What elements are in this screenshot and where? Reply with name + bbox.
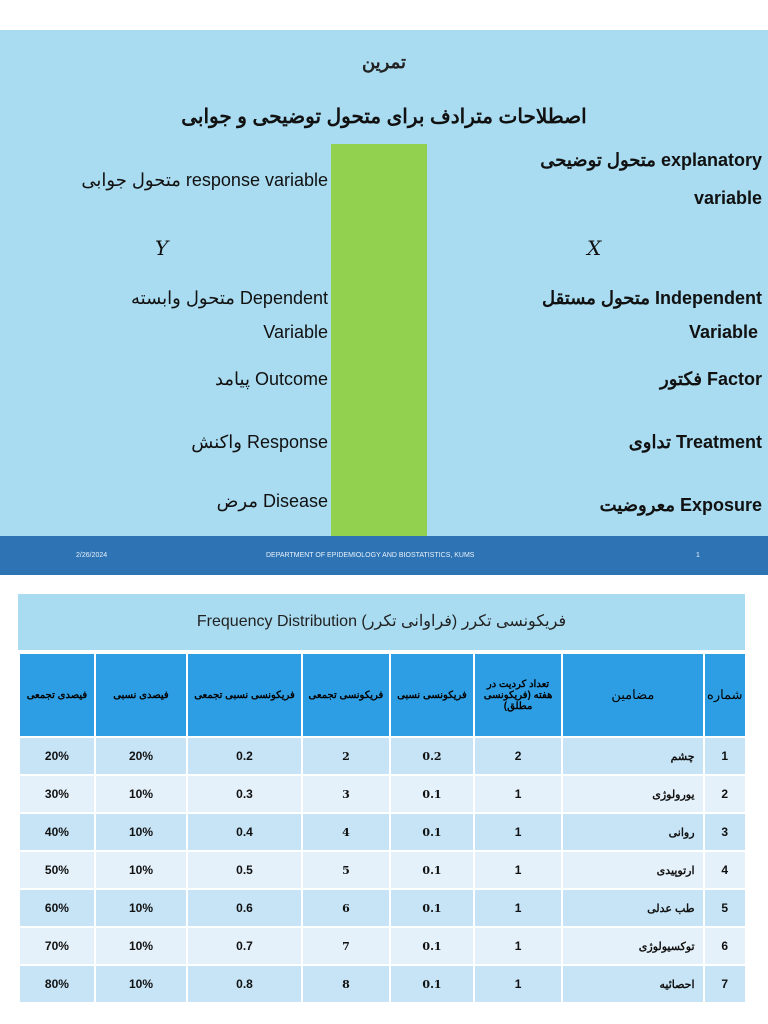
response-term: واکنش Response bbox=[191, 432, 328, 452]
independent-variable-term: متحول مستقل Independent bbox=[542, 288, 762, 308]
table-row bbox=[20, 814, 745, 850]
table-title: فریکونسی تکرر (فراوانی تکرر) Frequency Distribution bbox=[18, 594, 745, 650]
header-relative-frequency: فریکونسی نسبی bbox=[391, 654, 473, 736]
cell-subject: یورولوژی bbox=[563, 776, 702, 812]
factor-term: فکتور Factor bbox=[660, 369, 762, 389]
table-row bbox=[20, 852, 745, 888]
dependent-variable-term: متحول وابسته Dependent bbox=[131, 288, 328, 308]
cell-cumulative-relative-frequency: 0.8 bbox=[188, 966, 301, 1002]
cell-subject: ارتوپیدی bbox=[563, 852, 702, 888]
cell-relative-percent: 10% bbox=[96, 890, 186, 926]
slide-heading: اصطلاحات مترادف برای متحول توضیحی و جوابی bbox=[181, 106, 587, 128]
cell-cumulative-frequency: 6 bbox=[303, 890, 389, 926]
independent-variable-term-cont: Variable bbox=[688, 322, 758, 342]
table-header-row bbox=[20, 654, 745, 736]
explanatory-variable-term-cont: variable bbox=[693, 188, 762, 208]
cell-relative-percent: 20% bbox=[96, 738, 186, 774]
cell-absolute-frequency: 1 bbox=[475, 814, 561, 850]
footer-page-number: 1 bbox=[696, 552, 700, 559]
cell-subject: طب عدلی bbox=[563, 890, 702, 926]
cell-subject: روانی bbox=[563, 814, 702, 850]
footer-department: DEPARTMENT OF EPIDEMIOLOGY AND BIOSTATISTICS, KUMS bbox=[266, 552, 475, 559]
cell-cumulative-frequency: 7 bbox=[303, 928, 389, 964]
dependent-variable-term-cont: Variable bbox=[263, 322, 328, 342]
cell-cumulative-relative-frequency: 0.5 bbox=[188, 852, 301, 888]
cell-cumulative-frequency: 8 bbox=[303, 966, 389, 1002]
exposure-term: معروضیت Exposure bbox=[599, 495, 762, 515]
header-subjects: مضامین bbox=[563, 654, 702, 736]
frequency-table bbox=[18, 652, 747, 1004]
cell-relative-percent: 10% bbox=[96, 852, 186, 888]
cell-number: 4 bbox=[705, 852, 745, 888]
cell-relative-percent: 10% bbox=[96, 966, 186, 1002]
response-variable-term: متحول جوابی response variable bbox=[81, 170, 328, 190]
cell-relative-frequency: 0.1 bbox=[391, 966, 473, 1002]
slide-footer bbox=[0, 536, 768, 575]
cell-cumulative-percent: 80% bbox=[20, 966, 94, 1002]
cell-absolute-frequency: 1 bbox=[475, 928, 561, 964]
cell-number: 5 bbox=[705, 890, 745, 926]
y-symbol: Y bbox=[155, 236, 169, 260]
header-absolute-frequency: تعداد کردیت در هفته (فریکونسی مطلق) bbox=[475, 654, 561, 736]
table-row bbox=[20, 738, 745, 774]
header-cumulative-percent: فیصدی تجمعی bbox=[20, 654, 94, 736]
cell-cumulative-percent: 60% bbox=[20, 890, 94, 926]
treatment-term: تداوی Treatment bbox=[628, 432, 762, 452]
cell-relative-frequency: 0.1 bbox=[391, 852, 473, 888]
cell-cumulative-relative-frequency: 0.2 bbox=[188, 738, 301, 774]
cell-cumulative-percent: 70% bbox=[20, 928, 94, 964]
cell-relative-frequency: 0.1 bbox=[391, 776, 473, 812]
cell-relative-frequency: 0.1 bbox=[391, 814, 473, 850]
cell-absolute-frequency: 1 bbox=[475, 852, 561, 888]
cell-number: 2 bbox=[705, 776, 745, 812]
table-row bbox=[20, 966, 745, 1002]
cell-cumulative-percent: 30% bbox=[20, 776, 94, 812]
cell-relative-percent: 10% bbox=[96, 928, 186, 964]
cell-cumulative-frequency: 2 bbox=[303, 738, 389, 774]
footer-date: 2/26/2024 bbox=[76, 552, 108, 559]
explanatory-variable-term: متحول توضیحی explanatory bbox=[540, 150, 762, 170]
cell-cumulative-percent: 40% bbox=[20, 814, 94, 850]
header-cumulative-relative-frequency: فریکونسی نسبی تجمعی bbox=[188, 654, 301, 736]
table-row bbox=[20, 890, 745, 926]
slide-title: تمرین bbox=[361, 52, 407, 72]
cell-relative-frequency: 0.1 bbox=[391, 890, 473, 926]
cell-cumulative-percent: 50% bbox=[20, 852, 94, 888]
slide-2 bbox=[18, 594, 768, 1024]
cell-cumulative-relative-frequency: 0.6 bbox=[188, 890, 301, 926]
cell-absolute-frequency: 1 bbox=[475, 890, 561, 926]
cell-cumulative-relative-frequency: 0.7 bbox=[188, 928, 301, 964]
cell-cumulative-frequency: 5 bbox=[303, 852, 389, 888]
cell-subject: چشم bbox=[563, 738, 702, 774]
divider-bar bbox=[331, 144, 427, 564]
outcome-term: پیامد Outcome bbox=[214, 369, 328, 389]
cell-number: 3 bbox=[705, 814, 745, 850]
table-row bbox=[20, 776, 745, 812]
cell-relative-percent: 10% bbox=[96, 814, 186, 850]
cell-subject: توکسیولوژی bbox=[563, 928, 702, 964]
x-symbol: X bbox=[587, 236, 602, 260]
cell-absolute-frequency: 1 bbox=[475, 776, 561, 812]
cell-relative-frequency: 0.1 bbox=[391, 928, 473, 964]
header-relative-percent: فیصدی نسبی bbox=[96, 654, 186, 736]
disease-term: مرض Disease bbox=[216, 491, 328, 511]
cell-number: 7 bbox=[705, 966, 745, 1002]
cell-relative-percent: 10% bbox=[96, 776, 186, 812]
cell-cumulative-relative-frequency: 0.3 bbox=[188, 776, 301, 812]
cell-number: 6 bbox=[705, 928, 745, 964]
cell-absolute-frequency: 1 bbox=[475, 966, 561, 1002]
table-row bbox=[20, 928, 745, 964]
cell-cumulative-percent: 20% bbox=[20, 738, 94, 774]
cell-relative-frequency: 0.2 bbox=[391, 738, 473, 774]
cell-subject: احصائیه bbox=[563, 966, 702, 1002]
cell-absolute-frequency: 2 bbox=[475, 738, 561, 774]
header-cumulative-frequency: فریکونسی تجمعی bbox=[303, 654, 389, 736]
header-number: شماره bbox=[705, 654, 745, 736]
cell-number: 1 bbox=[705, 738, 745, 774]
cell-cumulative-frequency: 3 bbox=[303, 776, 389, 812]
cell-cumulative-frequency: 4 bbox=[303, 814, 389, 850]
cell-cumulative-relative-frequency: 0.4 bbox=[188, 814, 301, 850]
slide-1 bbox=[0, 30, 768, 575]
